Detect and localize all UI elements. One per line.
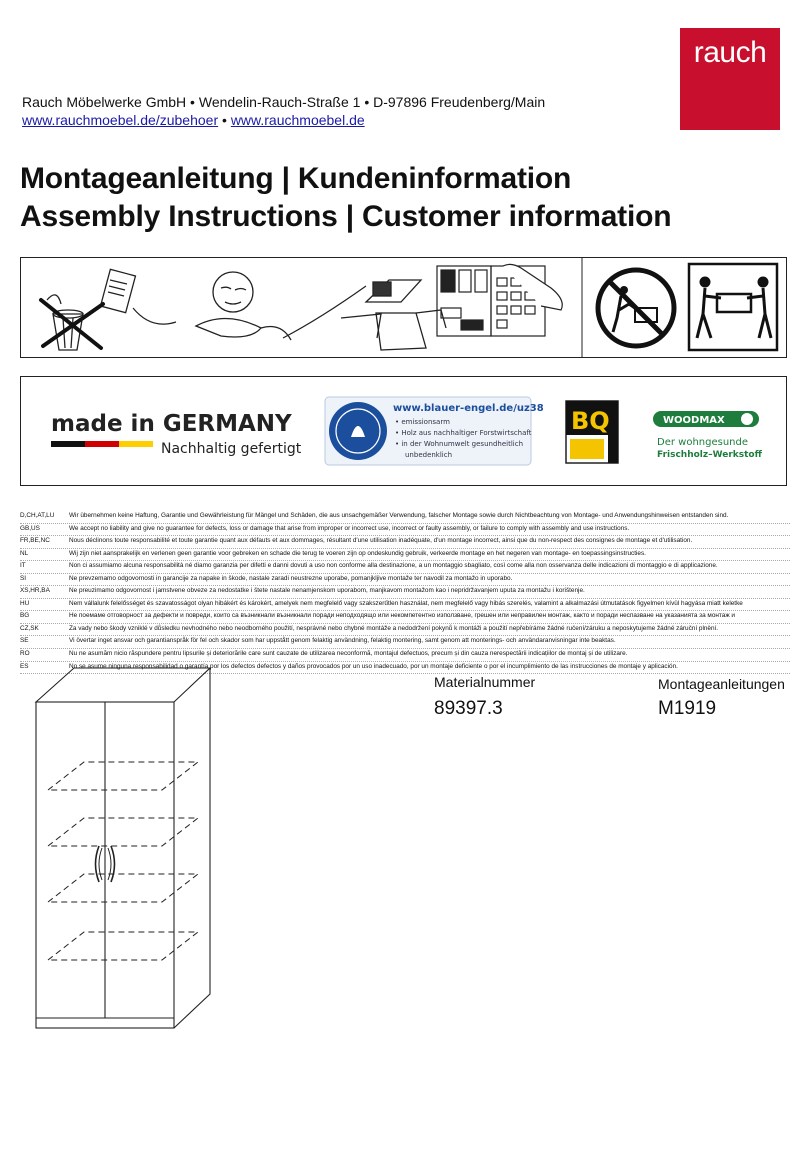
flag-gold bbox=[119, 441, 153, 447]
company-address: Rauch Möbelwerke GmbH • Wendelin-Rauch-Straße 1 • D-97896 Freudenberg/Main bbox=[22, 94, 546, 110]
homepage-link[interactable]: www.rauchmoebel.de bbox=[230, 112, 365, 128]
blauer-item: • Holz aus nachhaltiger Forstwirtschaft bbox=[395, 429, 532, 437]
disclaimer-row bbox=[20, 611, 790, 624]
arrow-icon bbox=[283, 286, 366, 338]
certification-badges bbox=[21, 377, 786, 485]
disclaimer-text: Vi övertar inget ansvar och garantianspråk för fel och skador som har uppstått genom felaktig användning, felaktig montering, samt genom att monterings- och användaranvisningar inte beaktas. bbox=[69, 637, 616, 645]
disclaimer-row bbox=[20, 536, 790, 549]
certification-badge-strip bbox=[20, 376, 787, 486]
disclaimer-text: We accept no liability and give no guarantee for defects, loss or damage that arise from improper or incorrect use, incorrect or faulty assembly, or failure to comply with assembly and use instructions. bbox=[69, 524, 630, 532]
assembly-instructions-label: Montageanleitungen bbox=[658, 676, 785, 692]
reading-person-icon bbox=[196, 272, 291, 340]
language-code: BG bbox=[20, 612, 30, 620]
logo-text: rauch bbox=[693, 36, 767, 69]
made-in-germany-text: made in GERMANY bbox=[51, 411, 292, 437]
language-code: SE bbox=[20, 637, 29, 645]
svg-text:BQ: BQ bbox=[571, 407, 610, 435]
made-subtitle: Nachhaltig gefertigt bbox=[161, 441, 302, 457]
disclaimer-text: Non ci assumiamo alcuna responsabilità né diamo garanzia per difetti e danni dovuti a uso non conforme alla destinazione, a un montaggio sbagliato, così come alla non osservanza delle indicazioni di montaggio e di applicazione. bbox=[69, 562, 718, 570]
disclaimer-row bbox=[20, 549, 790, 562]
flag-black bbox=[51, 441, 85, 447]
language-code: D,CH,AT,LU bbox=[20, 512, 55, 519]
disclaimer-text: Wir übernehmen keine Haftung, Garantie und Gewährleistung für Mängel und Schäden, die aus unsachgemäßer Verwendung, falscher Montage sowie durch Nichtbeachtung von Montage- und Anwendungshinweisen entstanden sind. bbox=[69, 512, 729, 519]
blauer-item: • emissionsarm bbox=[395, 418, 450, 426]
wardrobe-drawing bbox=[28, 664, 218, 1044]
disclaimer-row bbox=[20, 524, 790, 537]
woodmax-name: WOODMAX bbox=[663, 415, 725, 426]
instruction-sheet-icon bbox=[437, 264, 562, 336]
disclaimer-row bbox=[20, 624, 790, 637]
package-icon bbox=[341, 280, 446, 350]
instruction-illustration-strip bbox=[20, 257, 787, 358]
language-code: XS,HR,BA bbox=[20, 587, 50, 595]
no-single-person-lifting-icon bbox=[598, 270, 674, 346]
disclaimer-row bbox=[20, 511, 790, 524]
language-code: RO bbox=[20, 650, 30, 658]
link-separator: • bbox=[218, 112, 231, 128]
language-code: SI bbox=[20, 574, 27, 582]
header-links bbox=[22, 112, 365, 128]
blauer-item: unbedenklich bbox=[405, 451, 453, 459]
woodmax-line2: Frischholz–Werkstoff bbox=[657, 450, 762, 460]
language-code: IT bbox=[20, 562, 26, 570]
disclaimer-row bbox=[20, 636, 790, 649]
disclaimer-row bbox=[20, 599, 790, 612]
language-code: GB,US bbox=[20, 524, 40, 532]
disclaimer-text: Не поемаме отговорност за дефекти и повреди, които са възникнали възникнали поради неподходящо или некомпетентно използване, грешен или неправилен монтаж, както и поради неспазване на указанията за монтаж и bbox=[69, 612, 735, 620]
assembly-instructions-value: M1919 bbox=[658, 698, 717, 719]
language-code: NL bbox=[20, 549, 29, 557]
instruction-pictograms bbox=[21, 258, 786, 357]
language-code: CZ,SK bbox=[20, 624, 39, 632]
disclaimer-row bbox=[20, 649, 790, 662]
page-title-de: Montageanleitung | Kundeninformation bbox=[20, 162, 572, 195]
disclaimer-text: No se asume ninguna responsabilidad o garantía por los defectos defectos y daños provocados por un uso inadecuado, por un montaje deficiente o por el incumplimiento de las instrucciones de montaje y aplicación. bbox=[69, 662, 678, 670]
blauer-engel-badge bbox=[325, 397, 544, 465]
liability-disclaimer-table bbox=[20, 511, 790, 674]
rauch-logo bbox=[680, 28, 780, 130]
material-number-value: 89397.3 bbox=[434, 698, 503, 719]
disclaimer-text: Ne prevzemamo odgovornosti in garancije za napake in škode, nastale zaradi neustrezne uporabe, pomanjkljive montaže ter navodil za montažo in uporabo. bbox=[69, 574, 513, 582]
material-number-label: Materialnummer bbox=[434, 674, 536, 690]
disclaimer-row bbox=[20, 586, 790, 599]
disclaimer-row bbox=[20, 561, 790, 574]
disclaimer-text: Nous déclinons toute responsabilité et toute garantie quant aux défauts et aux dommages, résultant d'une utilisation inadéquate, d'un montage incorrect, ainsi que du non-respect des consignes de montage et d'utilisation. bbox=[69, 537, 693, 545]
disclaimer-text: Nem vállalunk felelősséget és szavatosságot olyan hibákért és károkért, amelyek nem megfelelő vagy szakszerűtlen használat, nem megfelelő vagy hibás szerelés, valamint a alkalmazási útmutatások figyelmen kívül hagyása miatt keletke bbox=[69, 599, 743, 607]
woodmax-line1: Der wohngesunde bbox=[657, 437, 749, 448]
disclaimer-text: Za vady nebo škody vzniklé v důsledku nevhodného nebo neodborného použití, nesprávné nebo chybné montáže a nedodržení pokynů k montáži a použití nepřebíráme žádné ručení/záruku a neposkytujeme žádné záruční plnění. bbox=[69, 624, 719, 632]
flag-red bbox=[85, 441, 119, 447]
blauer-engel-url: www.blauer-engel.de/uz38 bbox=[393, 403, 544, 414]
page-title-en: Assembly Instructions | Customer information bbox=[20, 200, 672, 233]
language-code: FR,BE,NC bbox=[20, 537, 50, 545]
woodmax-badge bbox=[653, 411, 763, 460]
accessories-link[interactable]: www.rauchmoebel.de/zubehoer bbox=[22, 112, 219, 128]
arrow-icon bbox=[133, 308, 176, 324]
disclaimer-text: Ne preuzimamo odgovornost i jamstvene obveze za nedostatke i štete nastale nenamjenskom uporabom, manjkavom montažom kao i nepridržavanjem uputa za montažu i korištenje. bbox=[69, 587, 585, 595]
language-code: HU bbox=[20, 599, 30, 607]
blauer-item: • in der Wohnumwelt gesundheitlich bbox=[395, 440, 524, 448]
disclaimer-text: Wij zijn niet aansprakelijk en verlenen geen garantie voor gebreken en schade die terug te voeren zijn op ondeskundig gebruik, verkeerde montage en het negeren van montage- en toepassingsinstructies. bbox=[69, 549, 646, 557]
language-code: ES bbox=[20, 662, 29, 670]
bq-quality-badge bbox=[566, 401, 618, 463]
two-person-lifting-icon bbox=[689, 264, 777, 350]
disclaimer-text: Nu ne asumăm nicio răspundere pentru lipsurile și deteriorările care sunt cauzate de utilizarea neconformă, montajul defectuos, precum și din cauza nerespectării indicațiilor de montaj și de utilizare. bbox=[69, 650, 628, 658]
disclaimer-row bbox=[20, 574, 790, 587]
